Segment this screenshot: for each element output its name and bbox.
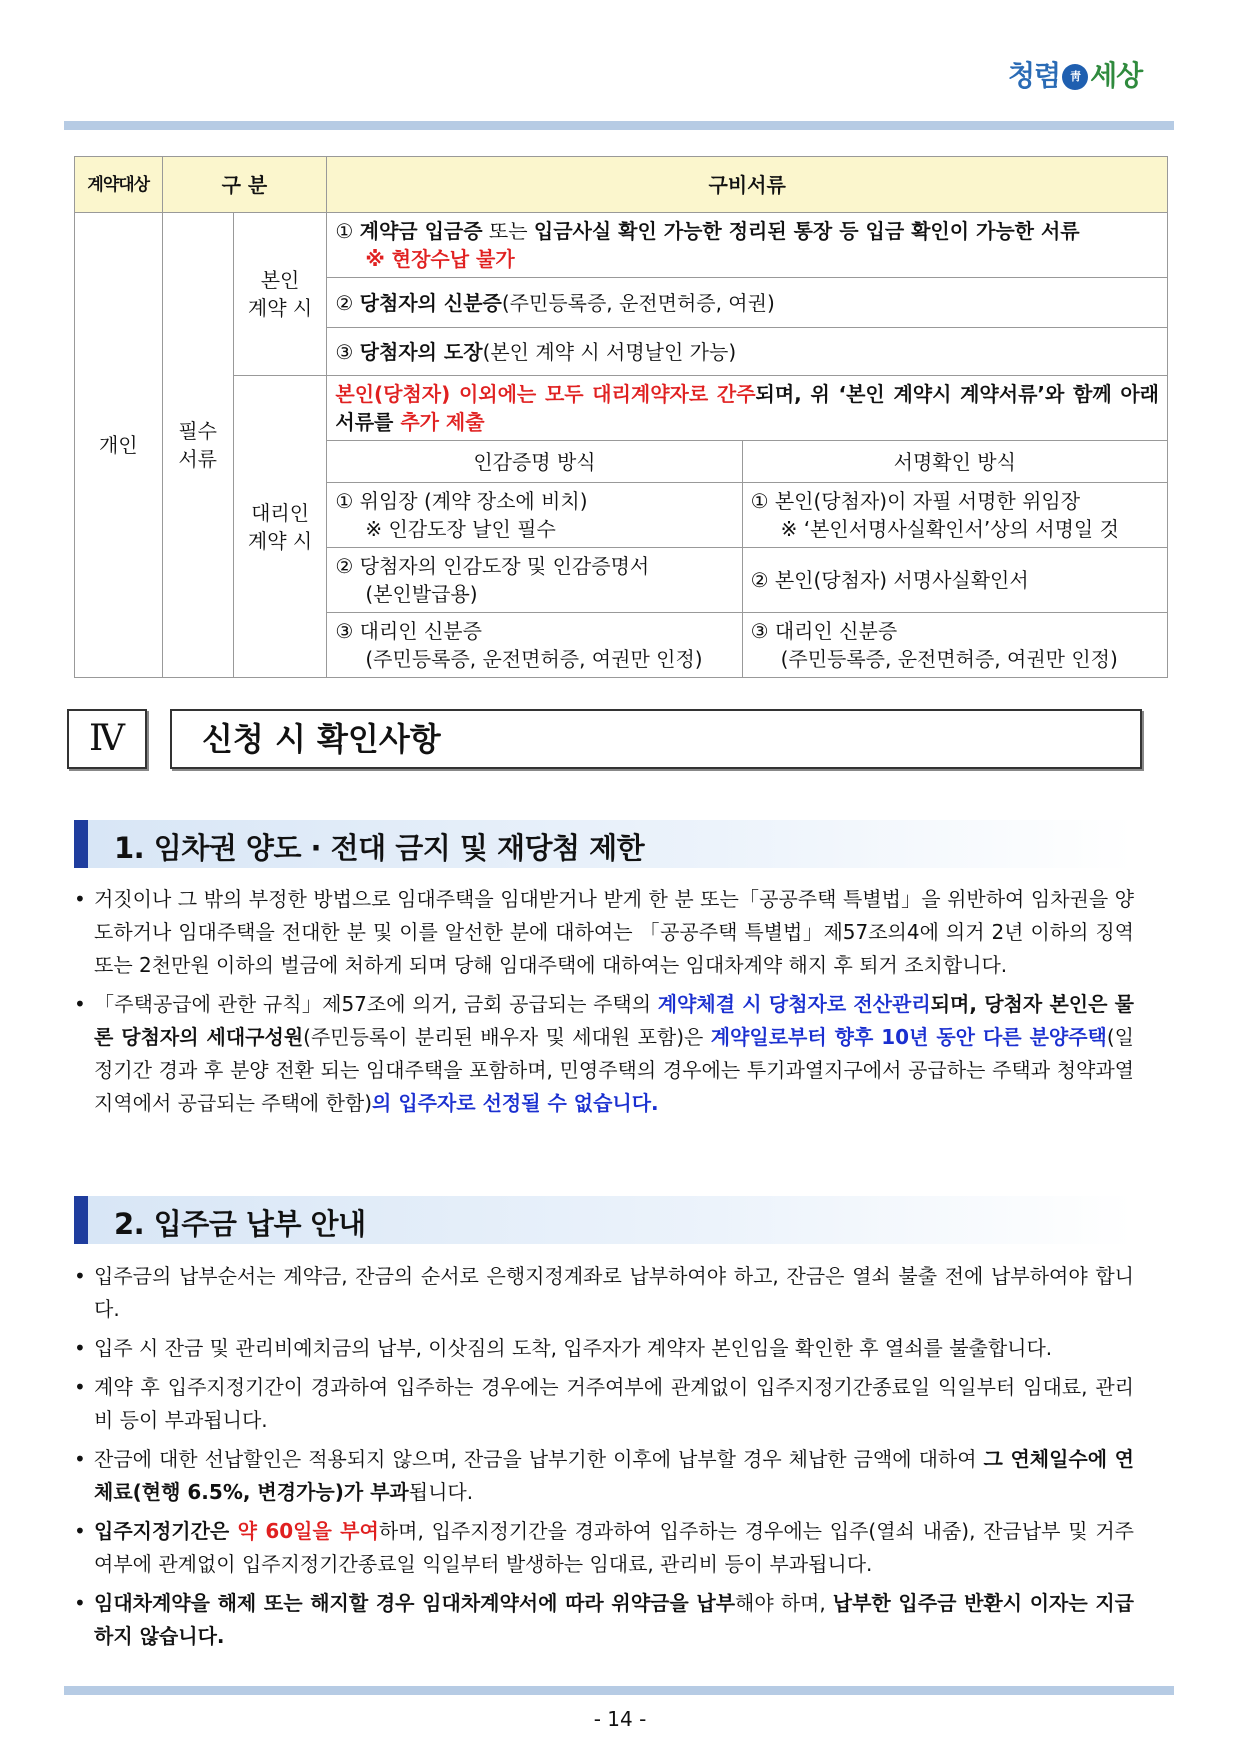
subsection-1-title: 1. 임차권 양도 · 전대 금지 및 재당첨 제한 [114,831,645,865]
self-doc-1: ① 계약금 입금증 또는 입금사실 확인 가능한 정리된 통장 등 입금 확인이 가능한 서류 ※ 현장수납 불가 [327,213,1168,278]
self-doc-2: ② 당첨자의 신분증(주민등록증, 운전면허증, 여권) [327,278,1168,328]
list-item: • 「주택공급에 관한 규칙」제57조에 의거, 금회 공급되는 주택의 계약체결 시 당첨자로 전산관리되며, 당첨자 본인은 물론 당첨자의 세대구성원(주민등록이 분리된 배우자 및 세대원 포함)은 계약일로부터 향후 10년 동안 다른 분양주택(일정기간 경과 후 분양 전환 되는 임대주택을 포함하며, 민영주택의 경우에는 투기과열지구에서 공급하는 주택과 청약과열지역에서 공급되는 주택에 한함)의 입주자로 선정될 수 없습니다. [74,988,1134,1120]
page-number: - 14 - [593,1707,647,1731]
section-number: Ⅳ [67,709,147,769]
list-item: • 입주지정기간은 약 60일을 부여하며, 입주지정기간을 경과하여 입주하는 경우에는 입주(열쇠 내줌), 잔금납부 및 거주여부에 관계없이 입주지정기간종료일 익일부터 발생하는 임대료, 관리비 등이 부과됩니다. [74,1515,1134,1581]
on-site-payment-note: ※ 현장수납 불가 [365,247,515,271]
list-item: • 입주 시 잔금 및 관리비예치금의 납부, 이삿짐의 도착, 입주자가 계약자 본인임을 확인한 후 열쇠를 불출합니다. [74,1332,1134,1365]
proxy-sign-doc-3: ③ 대리인 신분증 (주민등록증, 운전면허증, 여권만 인정) [742,613,1167,678]
subsection-2-list [74,1260,1134,1659]
table-header-row [75,157,1168,213]
proxy-col-seal: 인감증명 방식 [327,441,742,483]
header-category: 구 분 [162,157,327,213]
proxy-col-signature: 서명확인 방식 [742,441,1167,483]
proxy-seal-doc-2: ② 당첨자의 인감도장 및 인감증명서 (본인발급용) [327,548,742,613]
list-item: • 입주금의 납부순서는 계약금, 잔금의 순서로 은행지정계좌로 납부하여야 하고, 잔금은 열쇠 불출 전에 납부하여야 합니다. [74,1260,1134,1326]
list-item: • 거짓이나 그 밖의 부정한 방법으로 임대주택을 임대받거나 받게 한 분 또는「공공주택 특별법」을 위반하여 임차권을 양도하거나 임대주택을 전대한 분 및 이를 알선한 분에 대하여는 「공공주택 특별법」제57조의4에 의거 2년 이하의 징역 또는 2천만원 이하의 벌금에 처하게 되며 당해 임대주택에 대하여는 임대차계약 해지 후 퇴거 조치합니다. [74,883,1134,982]
proxy-sign-doc-1: ① 본인(당첨자)이 자필 서명한 위임장 ※ ‘본인서명사실확인서’상의 서명일 것 [742,483,1167,548]
self-doc-3: ③ 당첨자의 도장(본인 계약 시 서명날인 가능) [327,328,1168,376]
list-item: • 잔금에 대한 선납할인은 적용되지 않으며, 잔금을 납부기한 이후에 납부할 경우 체납한 금액에 대하여 그 연체일수에 연체료(현행 6.5%, 변경가능)가 부과됩니다. [74,1443,1134,1509]
header-target: 계약대상 [75,157,163,213]
proxy-seal-doc-3: ③ 대리인 신분증 (주민등록증, 운전면허증, 여권만 인정) [327,613,742,678]
logo-text-b: 세상 [1090,59,1143,92]
logo-text-a: 청렴 [1008,59,1061,92]
footer-rule [64,1686,1174,1695]
self-contract-label: 본인 계약 시 [233,213,327,376]
documents-table [74,156,1168,678]
proxy-contract-label: 대리인 계약 시 [233,376,327,678]
subsection-2-title: 2. 입주금 납부 안내 [114,1207,366,1241]
subsection-1-list [74,883,1134,1126]
section-title: 신청 시 확인사항 [170,709,1142,769]
proxy-sign-doc-2: ② 본인(당첨자) 서명사실확인서 [742,548,1167,613]
proxy-seal-doc-1: ① 위임장 (계약 장소에 비치) ※ 인감도장 날인 필수 [327,483,742,548]
header-rule [64,121,1174,130]
proxy-intro: 본인(당첨자) 이외에는 모두 대리계약자로 간주되며, 위 ‘본인 계약시 계약서류’와 함께 아래 서류를 추가 제출 [327,376,1168,441]
target-cell: 개인 [75,213,163,678]
header-docs: 구비서류 [327,157,1168,213]
logo-seal-icon: 靑 [1062,64,1088,90]
subsection-2-heading [74,1196,1134,1244]
subsection-1-heading [74,820,1134,868]
logo [1008,54,1178,98]
required-cell: 필수 서류 [162,213,233,678]
list-item: • 계약 후 입주지정기간이 경과하여 입주하는 경우에는 거주여부에 관계없이 입주지정기간종료일 익일부터 임대료, 관리비 등이 부과됩니다. [74,1371,1134,1437]
list-item: • 임대차계약을 해제 또는 해지할 경우 임대차계약서에 따라 위약금을 납부해야 하며, 납부한 입주금 반환시 이자는 지급하지 않습니다. [74,1587,1134,1653]
